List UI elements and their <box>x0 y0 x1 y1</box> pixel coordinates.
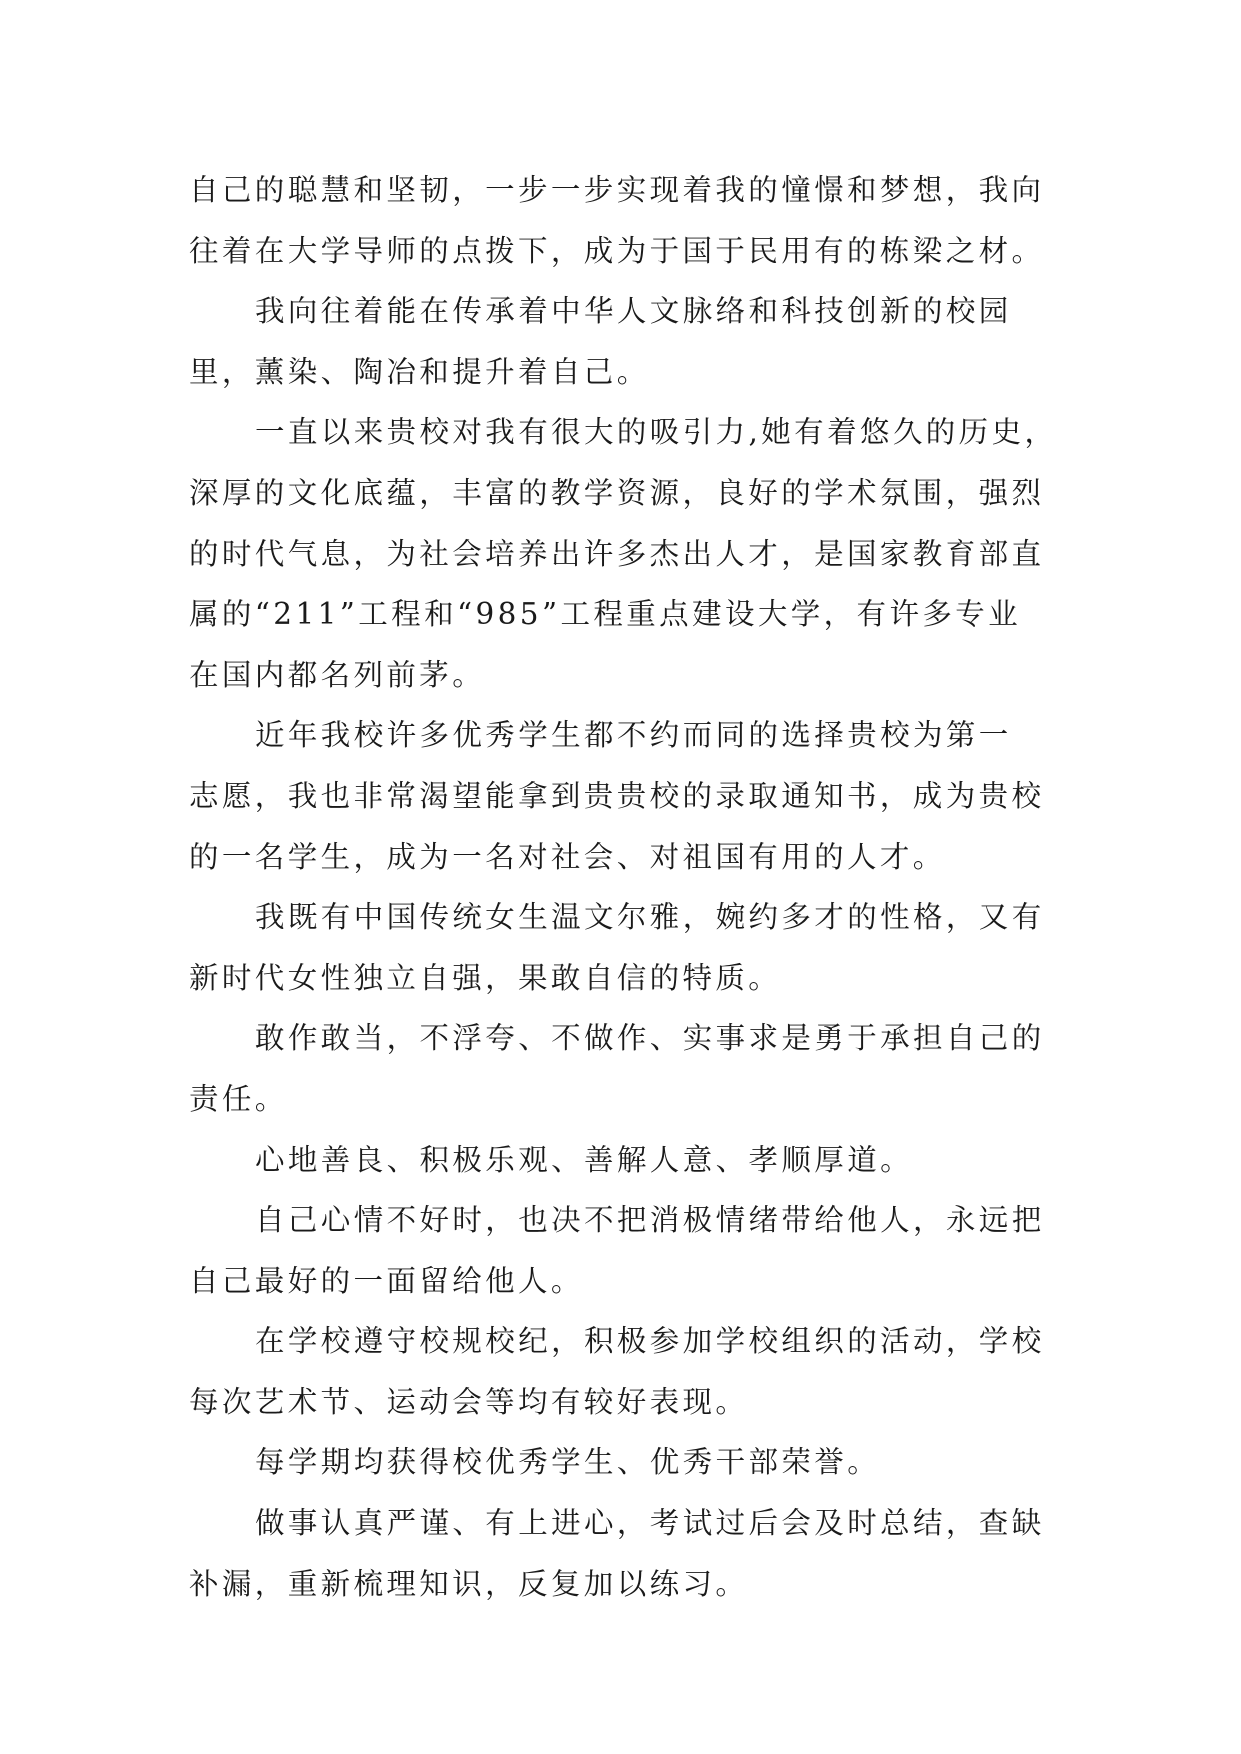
paragraph-first-line: 心地善良、积极乐观、善解人意、孝顺厚道。 <box>255 1142 914 1177</box>
text-line: 责任。 <box>189 1081 288 1116</box>
text-line: 往着在大学导师的点拨下，成为于国于民用有的栋梁之材。 <box>189 233 1045 268</box>
text-line: 补漏，重新梳理知识，反复加以练习。 <box>189 1566 749 1601</box>
paragraph-first-line: 自己心情不好时，也决不把消极情绪带给他人，永远把 <box>255 1203 1045 1238</box>
paragraph-first-line: 近年我校许多优秀学生都不约而同的选择贵校为第一 <box>255 718 1012 753</box>
text-line: 深厚的文化底蕴，丰富的教学资源，良好的学术氛围，强烈 <box>189 475 1045 510</box>
text-line: 里，薰染、陶冶和提升着自己。 <box>189 354 650 389</box>
paragraph-first-line: 做事认真严谨、有上进心，考试过后会及时总结，查缺 <box>255 1506 1045 1541</box>
paragraph-first-line: 我向往着能在传承着中华人文脉络和科技创新的校园 <box>255 294 1012 329</box>
paragraph-first-line: 我既有中国传统女生温文尔雅，婉约多才的性格，又有 <box>255 900 1045 935</box>
paragraph-first-line: 每学期均获得校优秀学生、优秀干部荣誉。 <box>255 1445 881 1480</box>
paragraph-first-line: 敢作敢当，不浮夸、不做作、实事求是勇于承担自己的 <box>255 1021 1045 1056</box>
text-line: 的一名学生，成为一名对社会、对祖国有用的人才。 <box>189 839 946 874</box>
text-line: 在国内都名列前茅。 <box>189 657 486 692</box>
text-line: 每次艺术节、运动会等均有较好表现。 <box>189 1384 749 1419</box>
paragraph-first-line: 一直以来贵校对我有很大的吸引力,她有着悠久的历史， <box>255 415 1058 450</box>
text-line: 新时代女性独立自强，果敢自信的特质。 <box>189 960 782 995</box>
text-line: 的时代气息，为社会培养出许多杰出人才，是国家教育部直 <box>189 536 1045 571</box>
document-body <box>189 160 1059 1614</box>
text-line: 属的“211”工程和“985”工程重点建设大学，有许多专业 <box>189 597 1022 632</box>
text-line: 志愿，我也非常渴望能拿到贵贵校的录取通知书，成为贵校 <box>189 778 1045 813</box>
text-line: 自己的聪慧和坚韧，一步一步实现着我的憧憬和梦想，我向 <box>189 173 1045 207</box>
paragraph-first-line: 在学校遵守校规校纪，积极参加学校组织的活动，学校 <box>255 1324 1045 1359</box>
text-line: 自己最好的一面留给他人。 <box>189 1263 584 1298</box>
